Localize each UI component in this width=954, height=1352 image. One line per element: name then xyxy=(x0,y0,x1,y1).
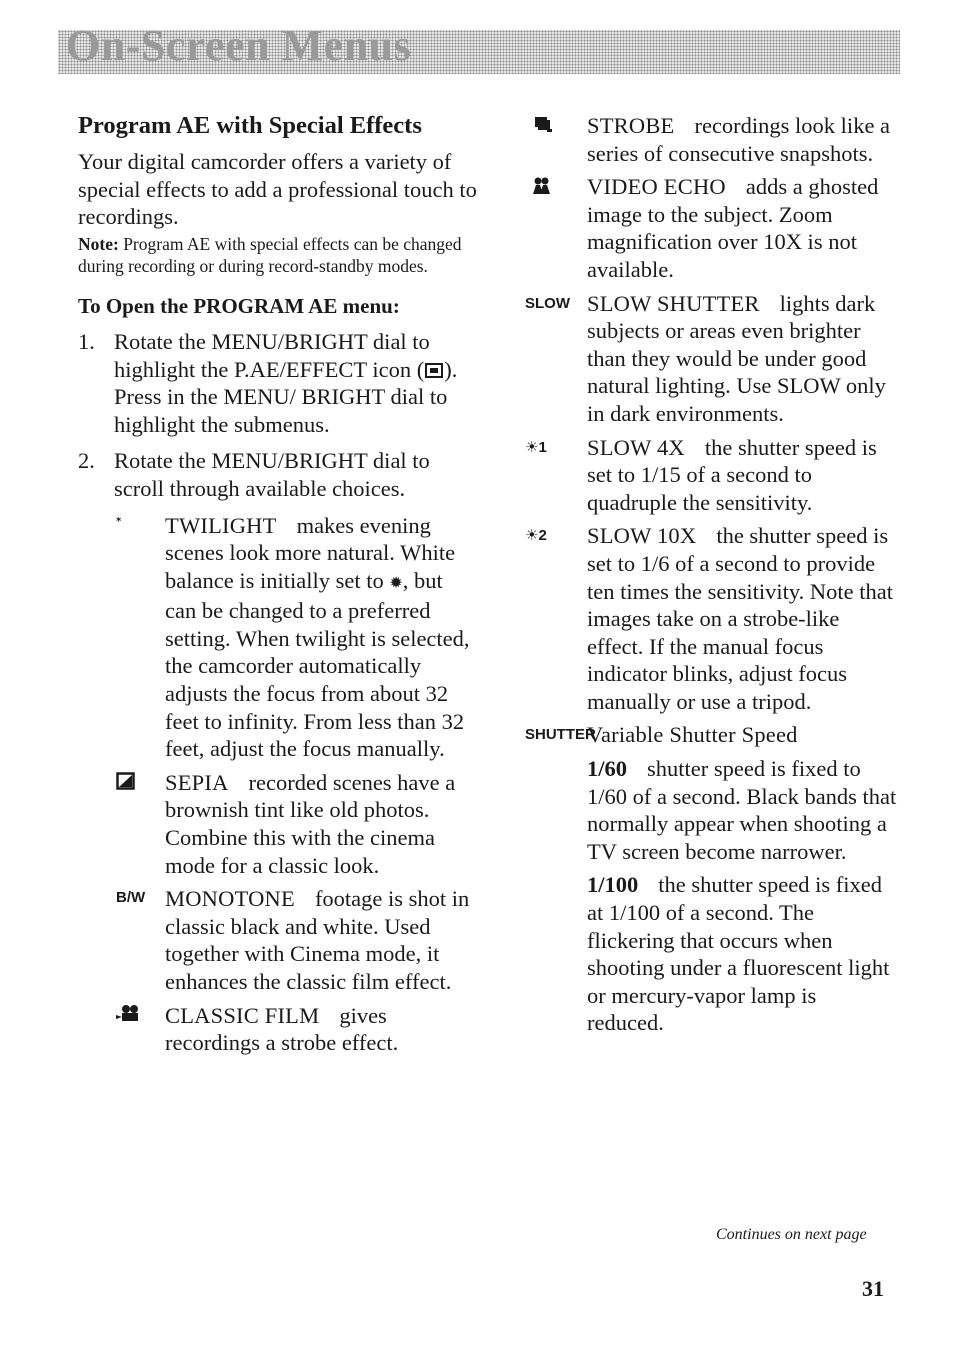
slow-4x-icon: ☀1 xyxy=(525,438,547,456)
step-text-post: ). Press in the MENU/ BRIGHT dial to highlight the submenus. xyxy=(114,356,458,437)
note-paragraph xyxy=(78,233,478,278)
effect-item-video-echo xyxy=(525,173,897,283)
steps-list xyxy=(78,328,478,503)
effect-name: Variable Shutter Speed xyxy=(587,722,798,748)
note-label: Note: xyxy=(78,233,119,254)
effect-desc-pre: makes evening scenes look more natural. White balance is initially set to xyxy=(165,512,456,593)
effect-name: SLOW SHUTTER xyxy=(587,290,760,316)
step-number: 2. xyxy=(78,448,95,474)
section-heading: Program AE with Special Effects xyxy=(78,112,422,139)
step-text-pre: Rotate the MENU/BRIGHT dial to highlight the P.AE/EFFECT icon ( xyxy=(114,328,430,382)
speed-desc: the shutter speed is fixed at 1/100 of a second. The flickering that occurs when shooting under a fluorescent light or mercury-vapor lamp is reduced. xyxy=(587,872,890,1036)
effect-desc: adds a ghosted image to the subject. Zoom magnification over 10X is not available. xyxy=(587,174,879,282)
effect-name: MONOTONE xyxy=(165,886,295,912)
classic-film-icon xyxy=(116,1004,146,1031)
speed-label: 1/60 xyxy=(587,756,628,782)
speed-desc: shutter speed is fixed to 1/60 of a second. Black bands that normally appear when shooting a TV screen become narrower. xyxy=(587,756,897,864)
monotone-icon: B/W xyxy=(116,889,146,907)
sepia-icon xyxy=(116,771,146,798)
effect-name: TWILIGHT xyxy=(165,512,277,538)
effect-desc-post: , but can be changed to a preferred setting. When twilight is selected, the camcorder automatically adjusts the focus from about 32 feet to infinity. From less than 32 feet, adjust the focus manually. xyxy=(165,567,470,762)
left-column xyxy=(78,112,478,1063)
continues-note: Continues on next page xyxy=(716,1226,867,1243)
effect-desc: recordings look like a series of consecutive snapshots. xyxy=(587,113,891,166)
step-number: 1. xyxy=(78,328,95,354)
effect-name: CLASSIC FILM xyxy=(165,1002,320,1028)
speed-item xyxy=(525,755,897,865)
effect-name: SEPIA xyxy=(165,769,229,795)
note-text: Program AE with special effects can be changed during recording or during record-standby modes. xyxy=(78,233,462,277)
effect-name: VIDEO ECHO xyxy=(587,174,726,200)
effect-desc: recorded scenes have a brownish tint like old photos. Combine this with the cinema mode for a classic look. xyxy=(165,769,456,878)
page-number: 31 xyxy=(862,1276,884,1301)
speed-label: 1/100 xyxy=(587,872,639,898)
pae-effect-icon xyxy=(425,363,443,378)
slow-shutter-icon: SLOW xyxy=(525,294,570,312)
effect-item-variable-shutter xyxy=(525,721,897,749)
effect-item-slow-10x xyxy=(525,522,897,715)
effect-item-slow-shutter xyxy=(525,290,897,428)
effect-item-sepia xyxy=(78,769,478,879)
slow-10x-icon: ☀2 xyxy=(525,527,547,545)
effect-item-strobe xyxy=(525,112,897,167)
sun-icon: ✹ xyxy=(389,574,403,592)
right-column xyxy=(525,112,897,1043)
speed-item xyxy=(525,871,897,1037)
effect-item-twilight xyxy=(78,512,478,763)
effect-item-monotone xyxy=(78,885,478,995)
svg-text:*: * xyxy=(116,515,122,527)
effect-desc: the shutter speed is set to 1/6 of a second to provide ten times the sensitivity. Note that images take on a strobe-like effect. If the manual focus indicator blinks, adjust focus manually or use a tripod. xyxy=(587,523,893,714)
effect-desc: the shutter speed is set to 1/15 of a second to quadruple the sensitivity. xyxy=(587,434,877,515)
effect-item-classic-film xyxy=(78,1002,478,1057)
section-banner xyxy=(58,30,900,74)
intro-paragraph: Your digital camcorder offers a variety of special effects to add a professional touch to recordings. xyxy=(78,149,477,230)
step-text: Rotate the MENU/BRIGHT dial to scroll through available choices. xyxy=(114,448,430,501)
step-item xyxy=(78,447,478,502)
step-item xyxy=(78,328,478,438)
twilight-icon xyxy=(116,514,146,541)
effect-name: SLOW 4X xyxy=(587,434,685,460)
effect-desc: gives recordings a strobe effect. xyxy=(165,1002,399,1056)
shutter-icon: SHUTTER xyxy=(525,726,596,744)
effect-desc: footage is shot in classic black and white. Used together with Cinema mode, it enhances the classic film effect. xyxy=(165,886,470,995)
strobe-icon xyxy=(525,115,583,142)
section-title: On-Screen Menus xyxy=(66,30,412,70)
effect-item-slow-4x xyxy=(525,434,897,517)
video-echo-icon xyxy=(525,176,583,203)
subheading: To Open the PROGRAM AE menu: xyxy=(78,293,400,318)
effect-desc: lights dark subjects or areas even brighter than they would be under good natural lighting. Use SLOW only in dark environments. xyxy=(587,290,886,426)
effect-name: STROBE xyxy=(587,113,675,138)
effect-name: SLOW 10X xyxy=(587,523,697,549)
